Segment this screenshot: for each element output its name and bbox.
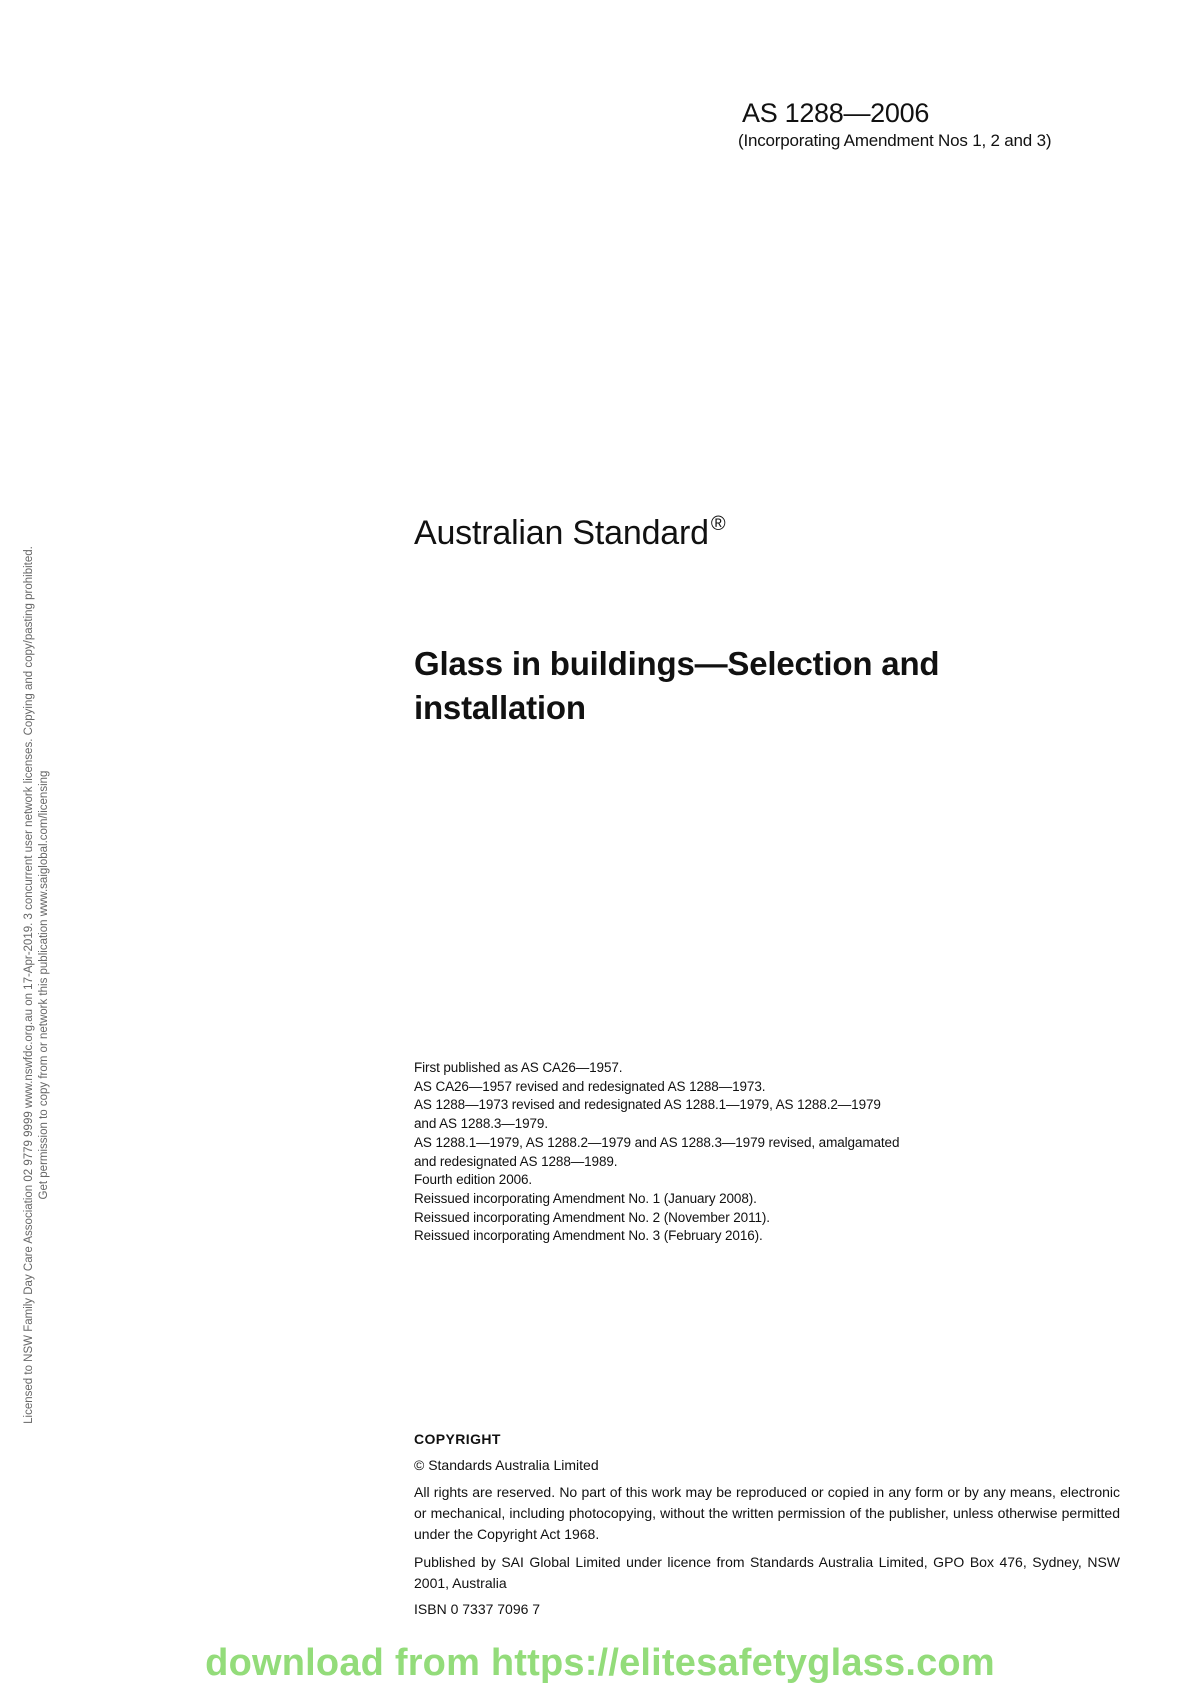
standard-type bbox=[414, 513, 725, 553]
history-line: AS CA26—1957 revised and redesignated AS 1288—1973. bbox=[414, 1078, 766, 1094]
history-line: AS 1288—1973 revised and redesignated AS 1288.1—1979, AS 1288.2—1979 bbox=[414, 1097, 881, 1113]
document-title bbox=[414, 642, 1034, 730]
publication-history bbox=[414, 1059, 1054, 1246]
copyright-holder: © Standards Australia Limited bbox=[414, 1457, 599, 1473]
standard-type-label: Australian Standard bbox=[414, 514, 709, 552]
title-line-2: installation bbox=[414, 689, 586, 726]
license-side-note bbox=[22, 425, 52, 1545]
history-line: Fourth edition 2006. bbox=[414, 1172, 533, 1188]
download-watermark: download from https://elitesafetyglass.com bbox=[205, 1642, 995, 1684]
title-line-1: Glass in buildings—Selection and bbox=[414, 645, 940, 682]
registered-mark: ® bbox=[710, 513, 726, 535]
amendments-note: (Incorporating Amendment Nos 1, 2 and 3) bbox=[738, 131, 1052, 150]
history-line: AS 1288.1—1979, AS 1288.2—1979 and AS 1288.3—1979 revised, amalgamated bbox=[414, 1134, 900, 1150]
copyright-heading: COPYRIGHT bbox=[414, 1431, 501, 1447]
history-line: and redesignated AS 1288—1989. bbox=[414, 1153, 618, 1169]
history-line: Reissued incorporating Amendment No. 1 (January 2008). bbox=[414, 1190, 757, 1206]
license-line-1: Licensed to NSW Family Day Care Association 02 9779 9999 www.nswfdc.org.au on 17-Apr-2019. 3 concurrent user network licenses. Copying and copy/pasting prohibited. bbox=[23, 546, 35, 1424]
history-line: and AS 1288.3—1979. bbox=[414, 1116, 548, 1132]
license-line-2: Get permission to copy from or network this publication www.saiglobal.com/licensing bbox=[38, 770, 50, 1200]
publisher-statement: Published by SAI Global Limited under licence from Standards Australia Limited, GPO Box 476, Sydney, NSW 2001, Australia bbox=[414, 1554, 1120, 1591]
history-line: Reissued incorporating Amendment No. 3 (February 2016). bbox=[414, 1228, 763, 1244]
rights-statement: All rights are reserved. No part of this work may be reproduced or copied in any form or by any means, electronic or mechanical, including photocopying, without the written permission of the publisher, unless otherwise permitted under the Copyright Act 1968. bbox=[414, 1484, 1120, 1542]
copyright-block bbox=[414, 1431, 1120, 1617]
history-line: First published as AS CA26—1957. bbox=[414, 1060, 623, 1075]
history-line: Reissued incorporating Amendment No. 2 (November 2011). bbox=[414, 1209, 770, 1225]
isbn: ISBN 0 7337 7096 7 bbox=[414, 1601, 541, 1617]
standard-number: AS 1288—2006 bbox=[742, 98, 930, 128]
